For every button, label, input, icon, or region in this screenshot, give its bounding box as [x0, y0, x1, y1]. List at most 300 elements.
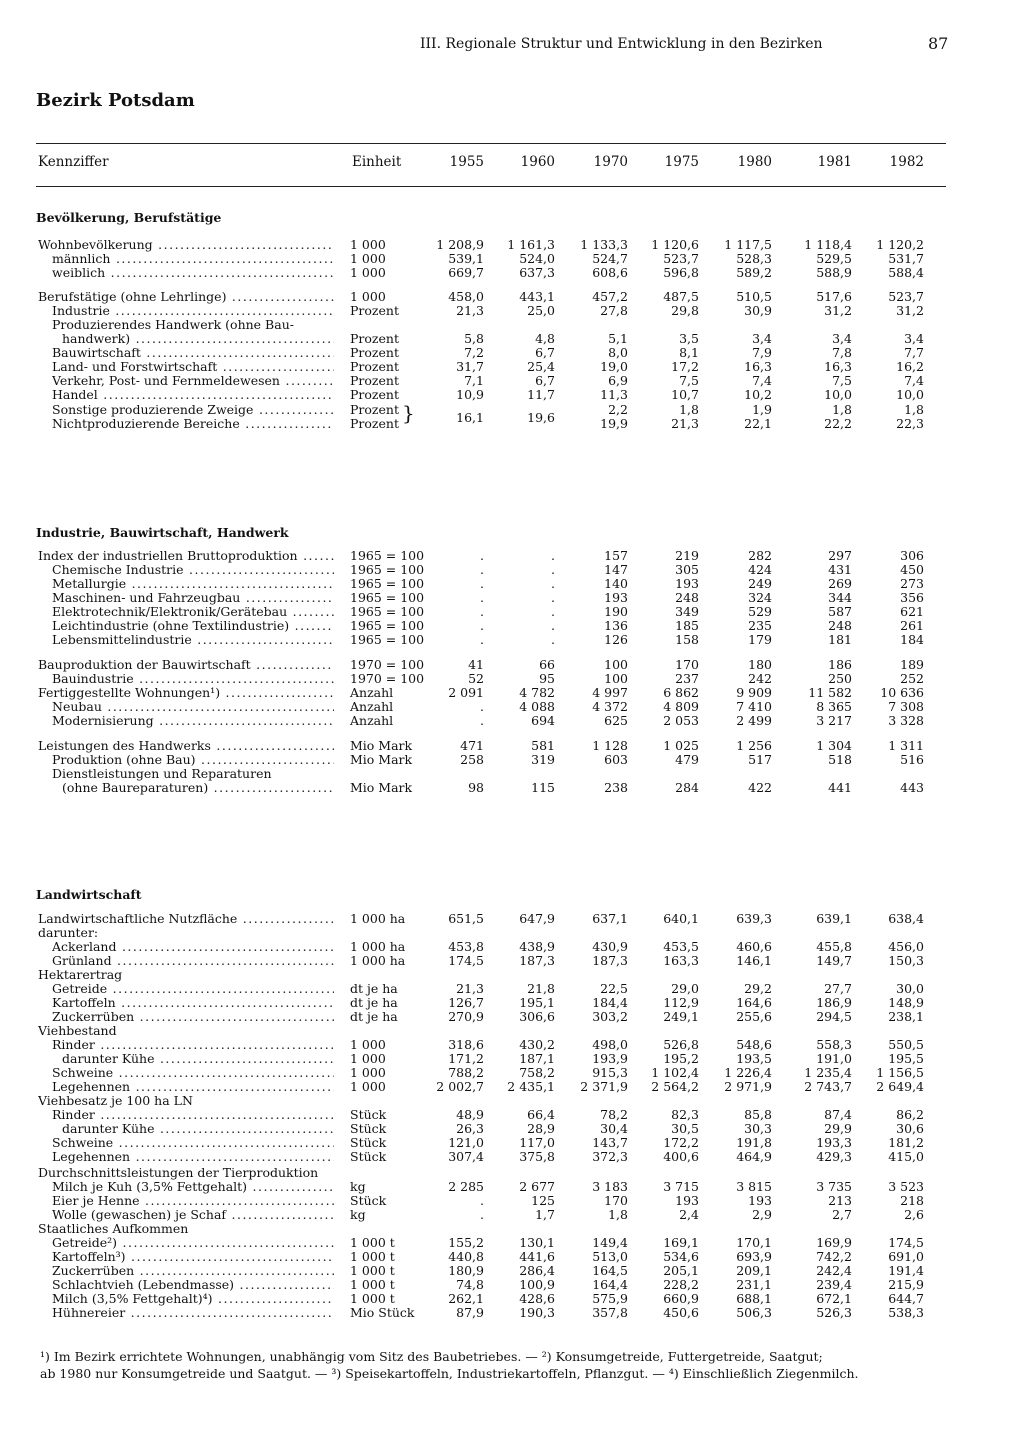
table-row [0, 1150, 1024, 1164]
table-cell: 548,6 [736, 1037, 772, 1052]
table-cell: 21,3 [456, 303, 484, 318]
row-label: Schlachtvieh (Lebendmasse) ..... [52, 1278, 334, 1292]
table-cell: 464,9 [736, 1149, 772, 1164]
table-cell: 306,6 [519, 1009, 555, 1024]
row-label: Kartoffeln ..... [52, 996, 334, 1010]
table-row [0, 700, 1024, 714]
section-title: Industrie, Bauwirtschaft, Handwerk [36, 525, 289, 540]
table-cell: 6,7 [535, 373, 555, 388]
row-label: Bauwirtschaft ..... [52, 346, 334, 360]
table-cell: 146,1 [736, 953, 772, 968]
table-cell: 430,9 [592, 939, 628, 954]
row-unit: Stück [350, 1121, 387, 1136]
row-label: Viehbesatz je 100 ha LN [38, 1094, 193, 1108]
row-unit: 1965 = 100 [350, 604, 425, 619]
table-cell: 1,8 [679, 402, 699, 417]
table-cell: 193 [604, 590, 628, 605]
row-label: Leichtindustrie (ohne Textilindustrie) ..... [52, 619, 334, 633]
table-cell: 2 285 [448, 1179, 484, 1194]
row-unit: Anzahl [350, 699, 394, 714]
table-cell: 66,4 [527, 1107, 555, 1122]
table-cell: 215,9 [888, 1277, 924, 1292]
row-label: Durchschnittsleistungen der Tierproduktion [38, 1166, 319, 1180]
row-unit: 1 000 [350, 251, 386, 266]
table-cell: 517,6 [816, 289, 852, 304]
table-cell: 125 [531, 1193, 555, 1208]
table-cell: 150,3 [888, 953, 924, 968]
table-cell: 115 [531, 780, 555, 795]
table-cell: 1 311 [888, 738, 924, 753]
row-label: Landwirtschaftliche Nutzfläche ..... [38, 912, 334, 926]
table-cell: 639,3 [736, 911, 772, 926]
table-cell: 2 564,2 [651, 1079, 699, 1094]
table-cell: 31,7 [456, 359, 484, 374]
table-row [0, 1208, 1024, 1222]
row-label: Land- und Forstwirtschaft ..... [52, 360, 334, 374]
table-top-rule [36, 143, 946, 144]
table-cell: 8,0 [608, 345, 628, 360]
table-cell: 25,0 [527, 303, 555, 318]
table-cell: 651,5 [448, 911, 484, 926]
table-row [0, 1306, 1024, 1320]
table-cell: 193 [675, 576, 699, 591]
row-unit: dt je ha [350, 981, 398, 996]
row-unit: 1965 = 100 [350, 618, 425, 633]
row-label: Index der industriellen Bruttoproduktion ..... [38, 549, 334, 563]
row-label: Berufstätige (ohne Lehrlinge) ..... [38, 290, 334, 304]
table-row [0, 374, 1024, 388]
table-cell: 19,9 [600, 416, 628, 431]
table-cell: 174,5 [888, 1235, 924, 1250]
table-cell: 3,4 [752, 331, 772, 346]
table-cell: 8,1 [679, 345, 699, 360]
table-cell: 17,2 [671, 359, 699, 374]
table-cell: 694 [531, 713, 555, 728]
table-cell: 528,3 [736, 251, 772, 266]
footnote-line: ab 1980 nur Konsumgetreide und Saatgut. — ³) Speisekartoffeln, Industriekartoffeln, Pflanzgut. — ⁴) Einschließlich Ziegenmilch. [40, 1366, 859, 1381]
table-cell: 581 [531, 738, 555, 753]
table-cell: 10,0 [896, 387, 924, 402]
table-cell: 170,1 [736, 1235, 772, 1250]
table-cell: 1 102,4 [651, 1065, 699, 1080]
table-header-rule [36, 186, 946, 187]
table-row [0, 388, 1024, 402]
column-header-unit: Einheit [352, 154, 402, 170]
table-cell: 10,0 [824, 387, 852, 402]
table-cell: 1 161,3 [507, 237, 555, 252]
table-cell: 529 [748, 604, 772, 619]
table-cell: 2 091 [448, 685, 484, 700]
table-cell: 1 120,6 [651, 237, 699, 252]
table-cell: 11 582 [808, 685, 852, 700]
table-cell: 130,1 [519, 1235, 555, 1250]
column-header-year: 1960 [520, 154, 555, 170]
table-cell: 7,5 [679, 373, 699, 388]
row-label: Lebensmittelindustrie ..... [52, 633, 334, 647]
table-row [0, 781, 1024, 795]
table-cell: 1,8 [904, 402, 924, 417]
table-cell: 100 [604, 671, 628, 686]
table-cell: 140 [604, 576, 628, 591]
table-cell: 28,9 [527, 1121, 555, 1136]
row-unit: 1 000 ha [350, 939, 406, 954]
table-cell: 430,2 [519, 1037, 555, 1052]
table-cell: 644,7 [888, 1291, 924, 1306]
table-cell: 3,5 [679, 331, 699, 346]
table-cell: 31,2 [824, 303, 852, 318]
table-row [0, 549, 1024, 563]
row-unit: Prozent [350, 303, 399, 318]
table-row [0, 360, 1024, 374]
table-row [0, 563, 1024, 577]
table-cell: 27,8 [600, 303, 628, 318]
row-label: Elektrotechnik/Elektronik/Gerätebau ..... [52, 605, 334, 619]
row-unit: Stück [350, 1149, 387, 1164]
row-label: Getreide²) ..... [52, 1236, 334, 1250]
running-header: III. Regionale Struktur und Entwicklung in den Bezirken [420, 36, 823, 52]
table-row [0, 926, 1024, 940]
table-row [0, 954, 1024, 968]
table-cell: 22,5 [600, 981, 628, 996]
table-cell: 164,5 [592, 1263, 628, 1278]
page-number: 87 [928, 34, 949, 53]
table-cell: 523,7 [663, 251, 699, 266]
table-cell: 286,4 [519, 1263, 555, 1278]
table-cell: 184,4 [592, 995, 628, 1010]
table-cell: 157 [604, 548, 628, 563]
row-label: Bauproduktion der Bauwirtschaft ..... [38, 658, 334, 672]
row-label: darunter Kühe ..... [62, 1052, 334, 1066]
table-cell: 2,4 [679, 1207, 699, 1222]
column-header-year: 1982 [889, 154, 924, 170]
table-cell: 2 002,7 [436, 1079, 484, 1094]
table-cell: 4 372 [592, 699, 628, 714]
table-row [0, 767, 1024, 781]
table-cell: 516 [900, 752, 924, 767]
row-label: männlich ..... [52, 252, 334, 266]
table-cell: 479 [675, 752, 699, 767]
table-cell: 441,6 [519, 1249, 555, 1264]
row-unit: 1 000 [350, 1037, 386, 1052]
column-header-year: 1980 [737, 154, 772, 170]
table-cell: 184 [900, 632, 924, 647]
table-row [0, 1080, 1024, 1094]
table-cell: 506,3 [736, 1305, 772, 1320]
table-cell: . [480, 632, 484, 647]
table-cell: 30,6 [896, 1121, 924, 1136]
table-cell: 117,0 [519, 1135, 555, 1150]
row-unit: 1 000 [350, 1079, 386, 1094]
row-label: Zuckerrüben ..... [52, 1264, 334, 1278]
row-label: Grünland ..... [52, 954, 334, 968]
table-cell: 538,3 [888, 1305, 924, 1320]
table-cell: 249,1 [663, 1009, 699, 1024]
table-cell: 539,1 [448, 251, 484, 266]
table-cell: 30,9 [744, 303, 772, 318]
table-cell: 30,4 [600, 1121, 628, 1136]
table-cell: 16,3 [744, 359, 772, 374]
table-cell: 306 [900, 548, 924, 563]
footnote-line: ¹) Im Bezirk errichtete Wohnungen, unabhängig vom Sitz des Baubetriebes. — ²) Konsumgetreide, Futtergetreide, Saatgut; [40, 1349, 823, 1364]
table-cell: 372,3 [592, 1149, 628, 1164]
table-row [0, 982, 1024, 996]
table-cell: 193,3 [816, 1135, 852, 1150]
table-row [0, 912, 1024, 926]
table-cell: 513,0 [592, 1249, 628, 1264]
table-cell: 29,0 [671, 981, 699, 996]
row-unit: Anzahl [350, 713, 394, 728]
table-cell: 30,3 [744, 1121, 772, 1136]
table-cell: 526,3 [816, 1305, 852, 1320]
row-label: Rinder ..... [52, 1038, 334, 1052]
table-cell: 262,1 [448, 1291, 484, 1306]
table-cell: 2 677 [519, 1179, 555, 1194]
table-cell: . [551, 576, 555, 591]
table-cell: . [480, 576, 484, 591]
table-row [0, 1052, 1024, 1066]
table-cell: 6,7 [535, 345, 555, 360]
table-cell: 171,2 [448, 1051, 484, 1066]
row-label: Hektarertrag [38, 968, 123, 982]
row-label: Modernisierung ..... [52, 714, 334, 728]
table-cell: 456,0 [888, 939, 924, 954]
table-cell: 7,2 [464, 345, 484, 360]
table-cell: 7,4 [904, 373, 924, 388]
brace-icon: } [402, 401, 415, 425]
table-cell: 518 [828, 752, 852, 767]
row-unit: 1 000 [350, 1065, 386, 1080]
table-cell: . [480, 590, 484, 605]
table-cell: 41 [468, 657, 484, 672]
table-cell: 143,7 [592, 1135, 628, 1150]
table-row [0, 1222, 1024, 1236]
table-cell: 190,3 [519, 1305, 555, 1320]
table-cell: 78,2 [600, 1107, 628, 1122]
table-row [0, 940, 1024, 954]
table-cell: 672,1 [816, 1291, 852, 1306]
row-label: Neubau ..... [52, 700, 334, 714]
table-cell: . [480, 618, 484, 633]
table-cell: . [480, 1193, 484, 1208]
table-cell: 5,8 [464, 331, 484, 346]
row-label: Produzierendes Handwerk (ohne Bau- [52, 318, 294, 332]
table-cell: 424 [748, 562, 772, 577]
table-cell: 742,2 [816, 1249, 852, 1264]
table-cell: 31,2 [896, 303, 924, 318]
table-cell: 149,4 [592, 1235, 628, 1250]
table-cell: 531,7 [888, 251, 924, 266]
column-header-year: 1981 [817, 154, 852, 170]
row-unit: Stück [350, 1193, 387, 1208]
row-label: Kartoffeln³) ..... [52, 1250, 334, 1264]
row-unit: 1 000 ha [350, 953, 406, 968]
table-cell: 2 743,7 [804, 1079, 852, 1094]
table-row [0, 577, 1024, 591]
table-cell: . [480, 562, 484, 577]
row-label: darunter Kühe ..... [62, 1122, 334, 1136]
table-cell: 10,2 [744, 387, 772, 402]
table-cell: 29,9 [824, 1121, 852, 1136]
row-label: Milch je Kuh (3,5% Fettgehalt) ..... [52, 1180, 334, 1194]
table-cell: 186 [828, 657, 852, 672]
table-row [0, 1136, 1024, 1150]
table-row [0, 1010, 1024, 1024]
table-cell: 235 [748, 618, 772, 633]
table-cell: 2 053 [663, 713, 699, 728]
row-label: handwerk) ..... [62, 332, 334, 346]
table-cell: 191,4 [888, 1263, 924, 1278]
table-cell: 22,2 [824, 416, 852, 431]
table-cell: 273 [900, 576, 924, 591]
table-cell: 27,7 [824, 981, 852, 996]
table-cell: 5,1 [608, 331, 628, 346]
table-cell: 7 410 [736, 699, 772, 714]
table-cell: 529,5 [816, 251, 852, 266]
row-unit: dt je ha [350, 995, 398, 1010]
row-unit: 1 000 t [350, 1263, 395, 1278]
table-cell: 189 [900, 657, 924, 672]
table-cell: 915,3 [592, 1065, 628, 1080]
table-cell: 239,4 [816, 1277, 852, 1292]
table-row [0, 1278, 1024, 1292]
table-cell: 1,8 [608, 1207, 628, 1222]
table-cell: 11,7 [527, 387, 555, 402]
table-row [0, 238, 1024, 252]
table-cell: 534,6 [663, 1249, 699, 1264]
row-label: darunter: [38, 926, 99, 940]
table-cell: 558,3 [816, 1037, 852, 1052]
table-cell: 242 [748, 671, 772, 686]
table-cell: 440,8 [448, 1249, 484, 1264]
table-cell: 357,8 [592, 1305, 628, 1320]
table-cell: 248 [828, 618, 852, 633]
table-cell: 1 133,3 [580, 237, 628, 252]
row-unit: Mio Mark [350, 780, 413, 795]
table-row [0, 1194, 1024, 1208]
table-cell: 431 [828, 562, 852, 577]
table-cell: 2 971,9 [724, 1079, 772, 1094]
table-cell: 186,9 [816, 995, 852, 1010]
table-row [0, 633, 1024, 647]
table-cell: 237 [675, 671, 699, 686]
row-unit: Mio Mark [350, 752, 413, 767]
table-cell: 2,9 [752, 1207, 772, 1222]
table-row [0, 753, 1024, 767]
row-label: Milch (3,5% Fettgehalt)⁴) ..... [52, 1292, 334, 1306]
table-cell: 4 997 [592, 685, 628, 700]
table-row [0, 1024, 1024, 1038]
column-header-label: Kennziffer [38, 154, 109, 170]
table-cell: 242,4 [816, 1263, 852, 1278]
table-cell: 517 [748, 752, 772, 767]
table-cell: 450,6 [663, 1305, 699, 1320]
table-cell: 7,4 [752, 373, 772, 388]
row-unit: kg [350, 1179, 366, 1194]
table-cell: . [480, 1207, 484, 1222]
row-label: Zuckerrüben ..... [52, 1010, 334, 1024]
table-cell: 85,8 [744, 1107, 772, 1122]
table-cell: 180,9 [448, 1263, 484, 1278]
table-cell: 638,4 [888, 911, 924, 926]
row-unit: 1965 = 100 [350, 632, 425, 647]
table-cell: 1 025 [663, 738, 699, 753]
table-cell: 608,6 [592, 265, 628, 280]
table-cell: . [551, 632, 555, 647]
row-unit: 1 000 t [350, 1277, 395, 1292]
table-cell: 66 [539, 657, 555, 672]
table-cell: 193 [748, 1193, 772, 1208]
table-cell: 190 [604, 604, 628, 619]
table-cell: 30,0 [896, 981, 924, 996]
table-cell: 255,6 [736, 1009, 772, 1024]
row-label: Legehennen ..... [52, 1150, 334, 1164]
row-label: Nichtproduzierende Bereiche ..... [52, 417, 334, 431]
table-cell: 526,8 [663, 1037, 699, 1052]
row-label: Industrie ..... [52, 304, 334, 318]
table-cell: 688,1 [736, 1291, 772, 1306]
table-cell: . [551, 590, 555, 605]
table-cell: 10 636 [880, 685, 924, 700]
row-label: Verkehr, Post- und Fernmeldewesen ..... [52, 374, 334, 388]
row-unit: 1965 = 100 [350, 590, 425, 605]
table-cell: 4 782 [519, 685, 555, 700]
table-cell: 181,2 [888, 1135, 924, 1150]
row-unit: 1965 = 100 [350, 548, 425, 563]
table-cell: 758,2 [519, 1065, 555, 1080]
table-cell: . [480, 604, 484, 619]
table-cell: 458,0 [448, 289, 484, 304]
table-cell: 669,7 [448, 265, 484, 280]
table-cell: 294,5 [816, 1009, 852, 1024]
table-cell: 1 235,4 [804, 1065, 852, 1080]
table-cell: 603 [604, 752, 628, 767]
table-row [0, 252, 1024, 266]
table-cell: 87,9 [456, 1305, 484, 1320]
row-unit: 1 000 [350, 265, 386, 280]
table-cell: 2 499 [736, 713, 772, 728]
table-cell: 9 909 [736, 685, 772, 700]
row-label: weiblich ..... [52, 266, 334, 280]
row-label: Schweine ..... [52, 1066, 334, 1080]
table-cell: 303,2 [592, 1009, 628, 1024]
table-cell: 174,5 [448, 953, 484, 968]
row-label: Ackerland ..... [52, 940, 334, 954]
table-cell: . [480, 713, 484, 728]
table-row [0, 1094, 1024, 1108]
row-label: Wohnbevölkerung ..... [38, 238, 334, 252]
table-cell: 1 120,2 [876, 237, 924, 252]
table-cell: 7 308 [888, 699, 924, 714]
table-cell: 213 [828, 1193, 852, 1208]
table-cell: 172,2 [663, 1135, 699, 1150]
table-cell: 1 256 [736, 738, 772, 753]
table-cell: 231,1 [736, 1277, 772, 1292]
table-cell: 195,1 [519, 995, 555, 1010]
table-cell: 307,4 [448, 1149, 484, 1164]
table-cell: 305 [675, 562, 699, 577]
table-cell: 21,8 [527, 981, 555, 996]
row-label: Rinder ..... [52, 1108, 334, 1122]
table-cell: 82,3 [671, 1107, 699, 1122]
table-cell: 2,2 [608, 402, 628, 417]
table-cell: 1 226,4 [724, 1065, 772, 1080]
table-cell: 471 [460, 738, 484, 753]
table-row [0, 658, 1024, 672]
table-cell: 3 523 [888, 1179, 924, 1194]
table-cell: 2,7 [832, 1207, 852, 1222]
table-cell: 523,7 [888, 289, 924, 304]
table-cell: 8 365 [816, 699, 852, 714]
